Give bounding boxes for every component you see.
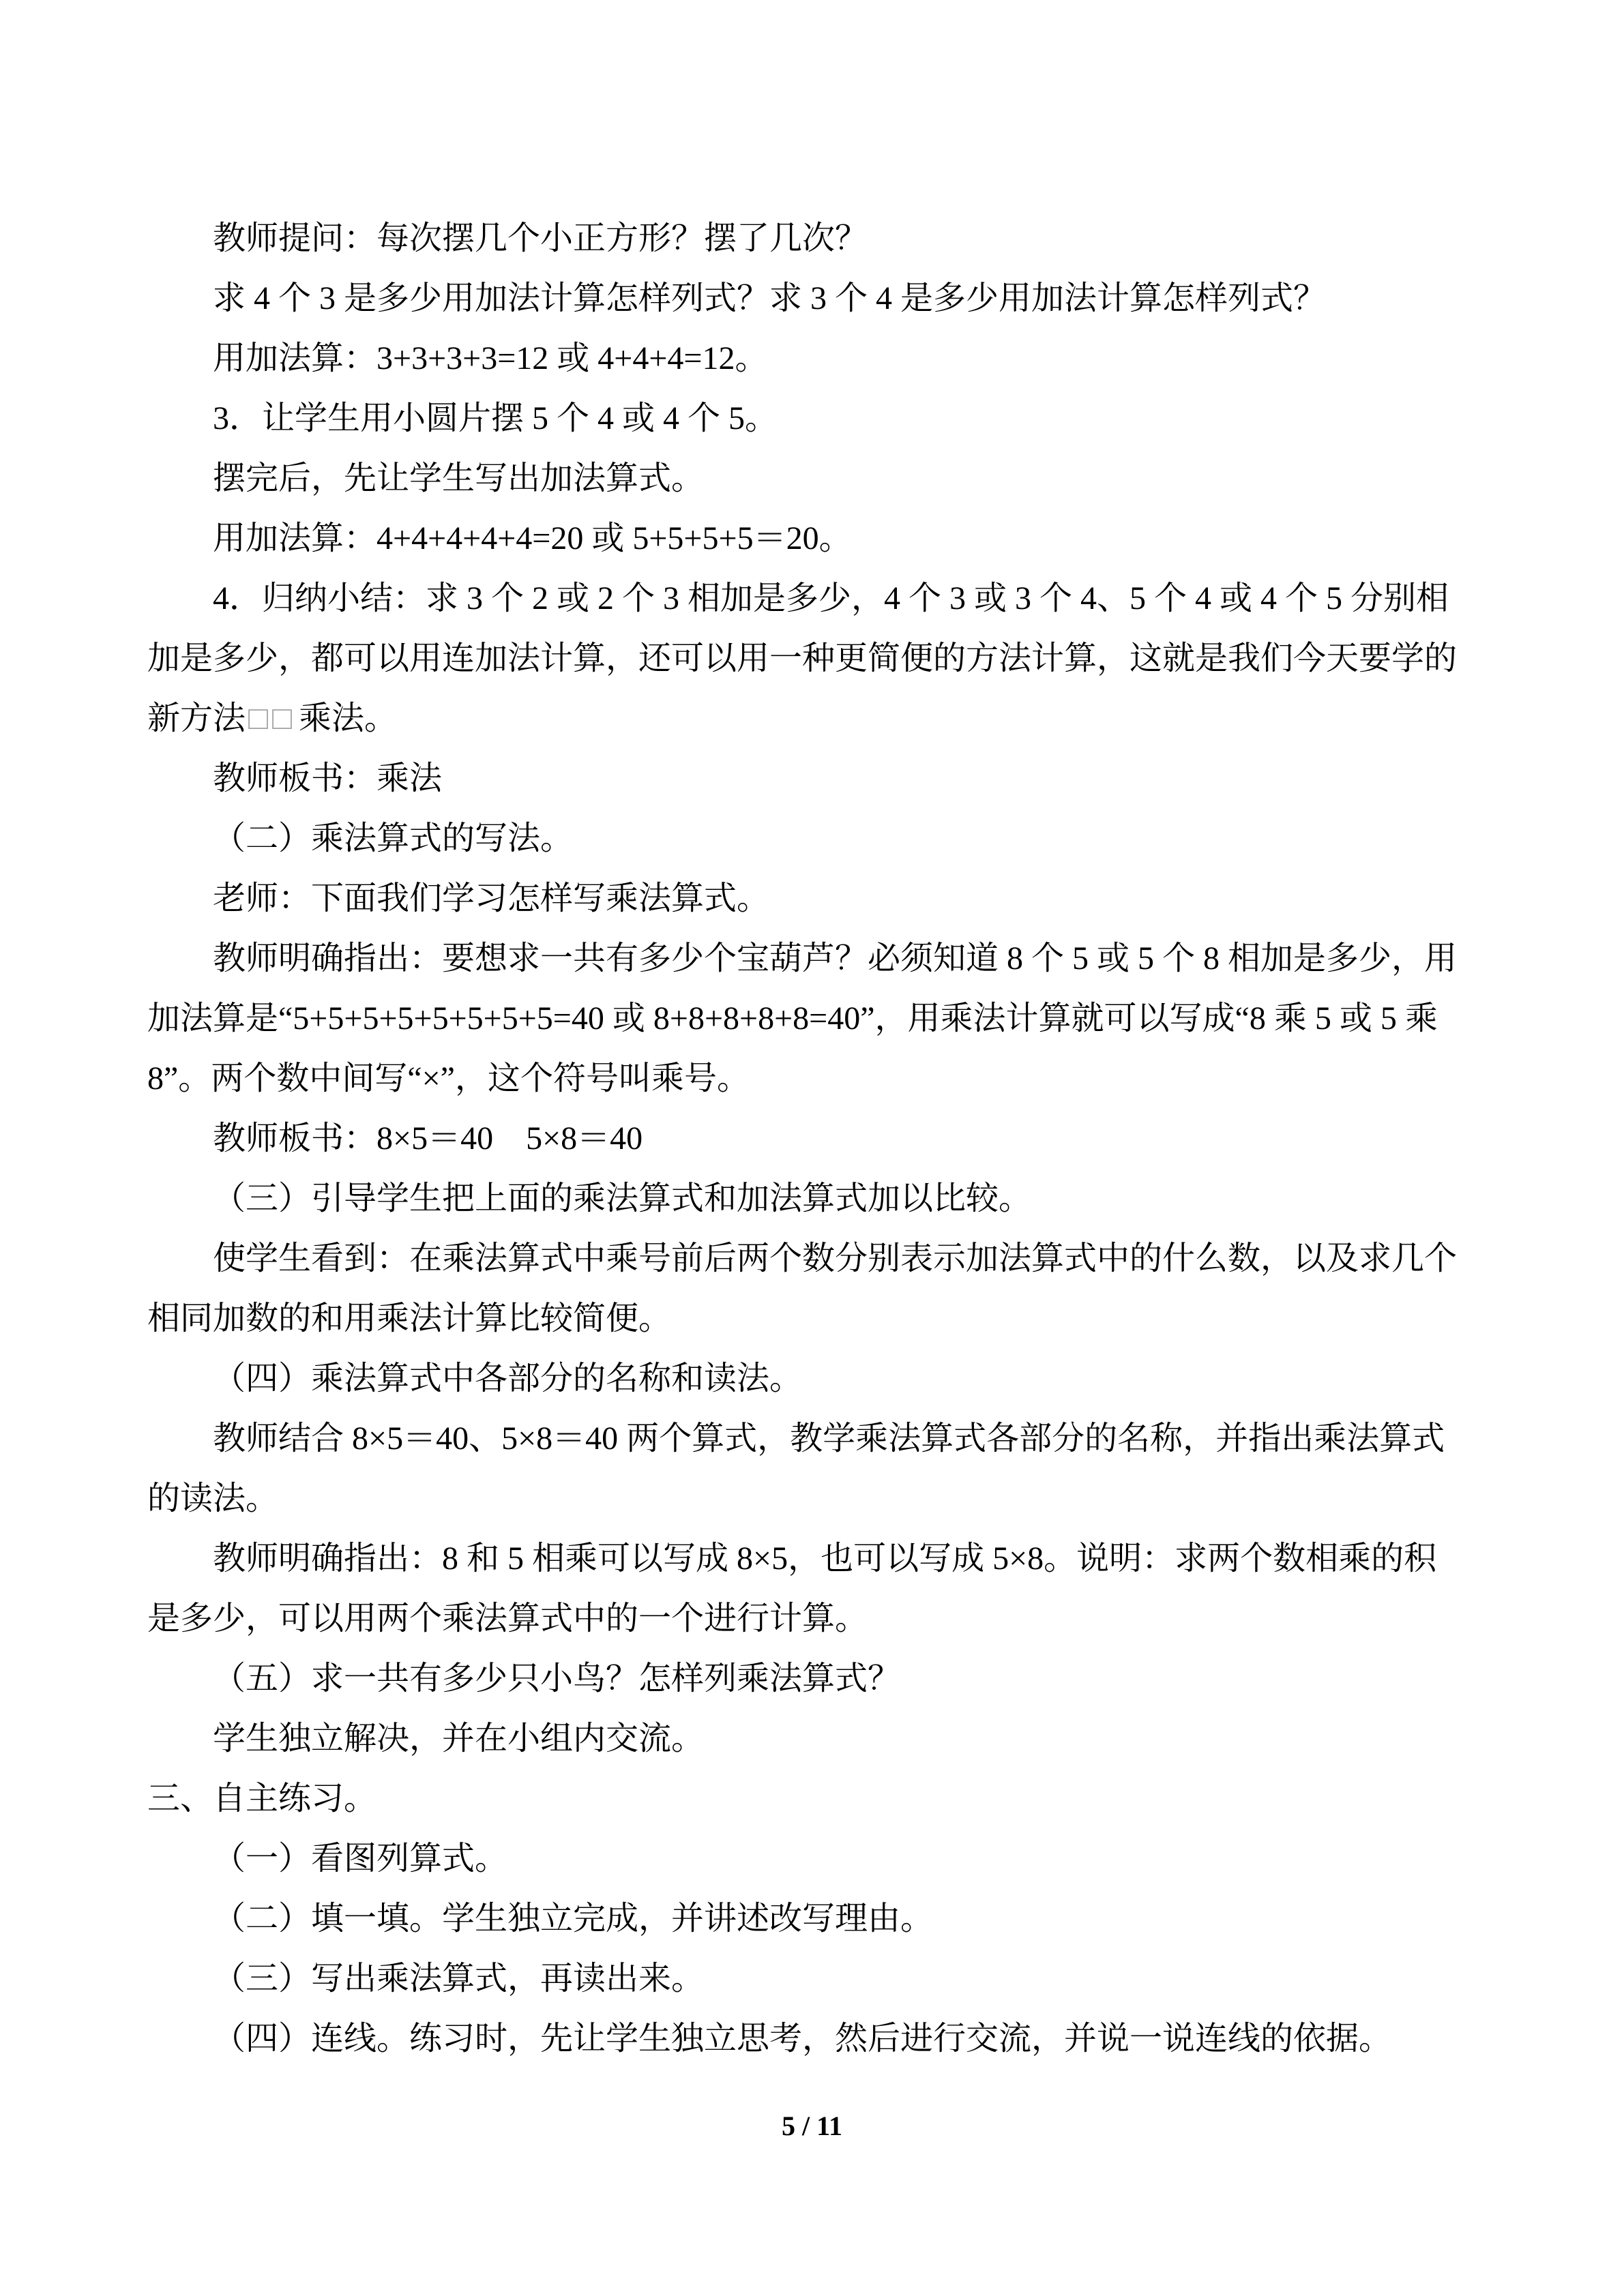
- text-line: 用加法算：3+3+3+3=12 或 4+4+4=12。: [213, 340, 768, 376]
- text-line: 相同加数的和用乘法计算比较简便。: [147, 1300, 672, 1337]
- text-line: 三、自主练习。: [147, 1780, 377, 1817]
- text-line: 是多少，可以用两个乘法算式中的一个进行计算。: [147, 1600, 868, 1637]
- text-line: 使学生看到：在乘法算式中乘号前后两个数分别表示加法算式中的什么数，以及求几个: [213, 1240, 1458, 1277]
- text-line: 8”。两个数中间写“×”，这个符号叫乘号。: [147, 1060, 750, 1097]
- text-line: 教师结合 8×5＝40、5×8＝40 两个算式，教学乘法算式各部分的名称，并指出乘法算式: [213, 1420, 1445, 1457]
- text-line: 教师板书：8×5＝40 5×8＝40: [213, 1120, 643, 1157]
- text-line: 4．归纳小结：求 3 个 2 或 2 个 3 相加是多少，4 个 3 或 3 个 4、5 个 4 或 4 个 5 分别相: [213, 580, 1449, 616]
- text-line: 摆完后，先让学生写出加法算式。: [213, 460, 705, 496]
- text-line: （二）乘法算式的写法。: [213, 820, 574, 856]
- text-run: 乘法。: [299, 700, 398, 736]
- text-line: 加法算是“5+5+5+5+5+5+5+5=40 或 8+8+8+8+8=40”，用乘法计算就可以写成“8 乘 5 或 5 乘: [147, 1000, 1438, 1037]
- text-line: （三）引导学生把上面的乘法算式和加法算式加以比较。: [213, 1180, 1032, 1217]
- text-line: 加是多少，都可以用连加法计算，还可以用一种更简便的方法计算，这就是我们今天要学的: [147, 640, 1458, 676]
- text-line: 教师明确指出：要想求一共有多少个宝葫芦？必须知道 8 个 5 或 5 个 8 相加是多少，用: [213, 940, 1458, 976]
- text-line: （二）填一填。学生独立完成，并讲述改写理由。: [213, 1900, 934, 1937]
- text-line: 老师：下面我们学习怎样写乘法算式。: [213, 880, 770, 916]
- text-line: 教师明确指出：8 和 5 相乘可以写成 8×5，也可以写成 5×8。说明：求两个数相乘的积: [213, 1540, 1437, 1577]
- text-line: 的读法。: [147, 1480, 279, 1517]
- page-number: 5 / 11: [782, 2111, 842, 2141]
- text-line: [147, 689, 1464, 749]
- text-line: 3．让学生用小圆片摆 5 个 4 或 4 个 5。: [213, 400, 778, 436]
- text-line: 教师提问：每次摆几个小正方形？摆了几次？: [213, 220, 868, 256]
- text-line: （四）连线。练习时，先让学生独立思考，然后进行交流，并说一说连线的依据。: [213, 2021, 1392, 2057]
- text-line: （三）写出乘法算式，再读出来。: [213, 1960, 705, 1997]
- text-line: 求 4 个 3 是多少用加法计算怎样列式？求 3 个 4 是多少用加法计算怎样列式？: [213, 280, 1327, 316]
- text-line: （四）乘法算式中各部分的名称和读法。: [213, 1360, 803, 1397]
- text-line: （一）看图列算式。: [213, 1840, 508, 1877]
- text-line: 学生独立解决，并在小组内交流。: [213, 1720, 705, 1757]
- text-run: 新方法: [147, 700, 246, 736]
- text-line: 用加法算：4+4+4+4+4=20 或 5+5+5+5＝20。: [213, 520, 852, 556]
- text-line: （五）求一共有多少只小鸟？怎样列乘法算式？: [213, 1660, 901, 1697]
- document-body: [147, 209, 1464, 2069]
- missing-glyph-boxes: □□: [248, 700, 296, 736]
- text-line: 教师板书：乘法: [213, 760, 443, 796]
